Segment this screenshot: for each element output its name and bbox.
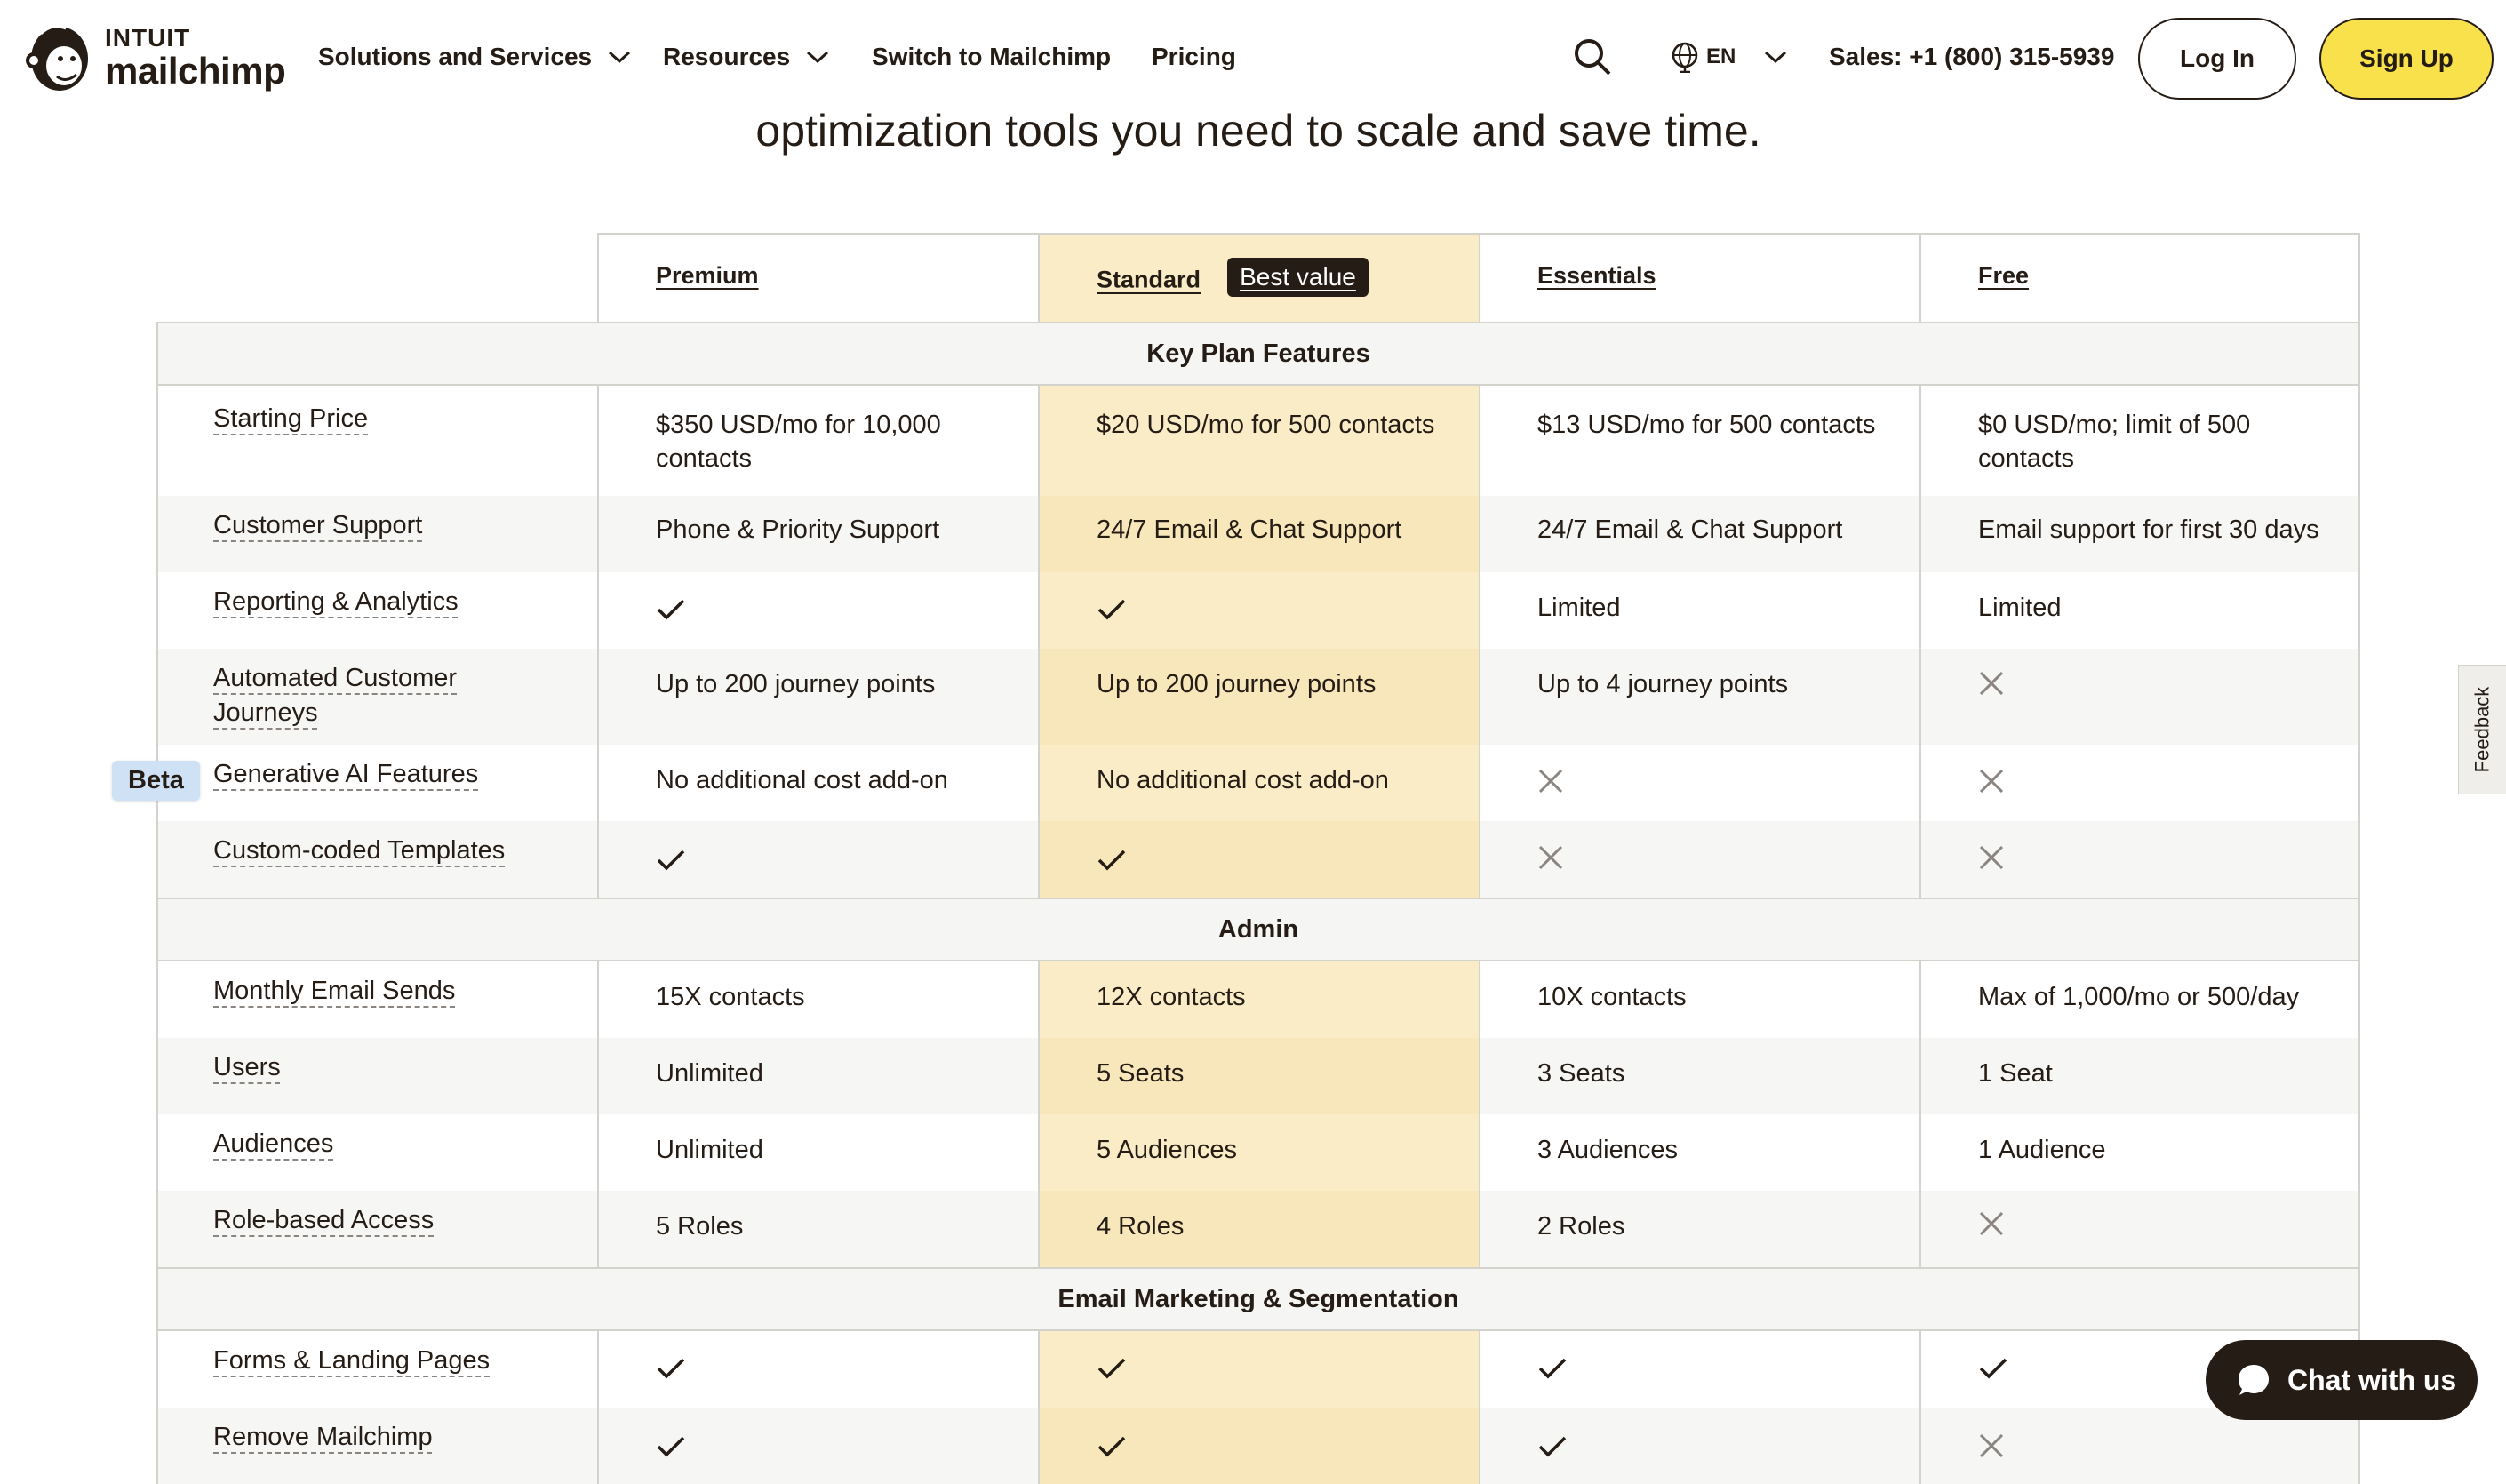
mailchimp-logo[interactable] — [25, 21, 285, 94]
x-icon — [1978, 844, 2005, 871]
feature-label-remove-branding[interactable]: Remove Mailchimp — [213, 1423, 433, 1451]
plan-link-free[interactable]: Free — [1978, 262, 2030, 289]
plan-link-standard[interactable]: Standard — [1097, 266, 1201, 293]
cell-standard: No additional cost add-on — [1038, 745, 1479, 821]
top-nav — [0, 0, 2506, 117]
cell-standard: 5 Seats — [1038, 1038, 1479, 1114]
table-row — [156, 572, 2360, 649]
nav-resources[interactable] — [663, 43, 829, 71]
cell-premium — [597, 572, 1038, 649]
cell-free: $0 USD/mo; limit of 500 contacts — [1919, 386, 2360, 496]
chevron-down-icon — [608, 49, 631, 65]
cell-free: Email support for first 30 days — [1919, 496, 2360, 572]
cell-essentials: Limited — [1479, 572, 1919, 649]
row-label-cell — [156, 1191, 597, 1267]
nav-solutions-label: Solutions and Services — [318, 43, 593, 70]
cell-standard: 4 Roles — [1038, 1191, 1479, 1267]
x-icon — [1978, 670, 2005, 697]
chat-label: Chat with us — [2287, 1363, 2457, 1396]
cell-premium — [597, 1331, 1038, 1408]
cell-standard: Up to 200 journey points — [1038, 649, 1479, 745]
language-label: EN — [1706, 44, 1736, 68]
plan-header-premium — [597, 233, 1038, 322]
cell-free — [1919, 649, 2360, 745]
check-icon — [1978, 1356, 2008, 1381]
search-icon[interactable] — [1573, 37, 1612, 76]
table-row — [156, 649, 2360, 745]
check-icon — [1097, 597, 1127, 622]
plan-header-row — [156, 233, 2360, 322]
cell-premium: Phone & Priority Support — [597, 496, 1038, 572]
x-icon — [1978, 768, 2005, 794]
cell-free: 1 Audience — [1919, 1114, 2360, 1191]
table-row — [156, 1191, 2360, 1267]
cell-essentials: 2 Roles — [1479, 1191, 1919, 1267]
login-button[interactable]: Log In — [2138, 18, 2296, 100]
check-icon — [1097, 1434, 1127, 1459]
freddie-logo-icon — [25, 21, 94, 94]
cell-standard — [1038, 821, 1479, 898]
best-value-badge[interactable]: Best value — [1227, 258, 1369, 297]
cell-premium: $350 USD/mo for 10,000 contacts — [597, 386, 1038, 496]
check-icon — [656, 597, 686, 622]
row-label-cell — [156, 1331, 597, 1408]
cell-essentials: 10X contacts — [1479, 961, 1919, 1038]
feature-label-journeys[interactable]: Automated Customer Journeys — [213, 664, 458, 728]
cell-premium: No additional cost add-on — [597, 745, 1038, 821]
plan-header-standard — [1038, 233, 1479, 322]
table-row — [156, 1408, 2360, 1484]
x-icon — [1537, 768, 1564, 794]
table-row — [156, 821, 2360, 898]
section-header-email-marketing: Email Marketing & Segmentation — [156, 1267, 2360, 1331]
feature-label-role-access[interactable]: Role-based Access — [213, 1206, 435, 1234]
cell-premium: Up to 200 journey points — [597, 649, 1038, 745]
cell-standard — [1038, 572, 1479, 649]
cell-free — [1919, 1191, 2360, 1267]
cell-premium — [597, 821, 1038, 898]
pricing-comparison-table — [128, 233, 2360, 1484]
cell-free — [1919, 745, 2360, 821]
logo-intuit-text: INTUIT — [105, 24, 191, 52]
nav-solutions[interactable] — [318, 43, 631, 71]
plan-link-premium[interactable]: Premium — [656, 262, 759, 289]
cell-free: Max of 1,000/mo or 500/day — [1919, 961, 2360, 1038]
cell-essentials — [1479, 821, 1919, 898]
plan-link-essentials[interactable]: Essentials — [1537, 262, 1656, 289]
signup-button[interactable]: Sign Up — [2319, 18, 2494, 100]
section-header-key-features: Key Plan Features — [156, 322, 2360, 386]
cell-standard — [1038, 1331, 1479, 1408]
plan-header-essentials — [1479, 233, 1919, 322]
table-row — [156, 1331, 2360, 1408]
cell-free — [1919, 821, 2360, 898]
cell-standard: 5 Audiences — [1038, 1114, 1479, 1191]
feature-label-generative-ai[interactable]: Generative AI Features — [213, 760, 479, 788]
check-icon — [656, 1434, 686, 1459]
plan-header-free — [1919, 233, 2360, 322]
page-subtitle: optimization tools you need to scale and save time. — [755, 106, 1761, 156]
language-selector[interactable] — [1671, 41, 1787, 73]
chevron-down-icon — [1764, 49, 1787, 65]
row-label-cell — [156, 821, 597, 898]
row-label-cell — [156, 1114, 597, 1191]
feature-label-audiences[interactable]: Audiences — [213, 1129, 334, 1158]
feature-label-custom-templates[interactable]: Custom-coded Templates — [213, 836, 506, 865]
feature-label-monthly-sends[interactable]: Monthly Email Sends — [213, 977, 456, 1005]
check-icon — [1097, 848, 1127, 873]
cell-premium: Unlimited — [597, 1038, 1038, 1114]
cell-essentials — [1479, 1331, 1919, 1408]
check-icon — [656, 1356, 686, 1381]
feedback-label: Feedback — [2470, 686, 2494, 773]
feature-label-forms[interactable]: Forms & Landing Pages — [213, 1346, 491, 1375]
feedback-tab[interactable] — [2458, 665, 2506, 794]
x-icon — [1537, 844, 1564, 871]
cell-essentials: Up to 4 journey points — [1479, 649, 1919, 745]
row-label-cell — [156, 1408, 597, 1484]
row-label-cell — [156, 572, 597, 649]
table-row — [156, 386, 2360, 496]
check-icon — [656, 848, 686, 873]
feature-label-starting-price[interactable]: Starting Price — [213, 404, 369, 433]
globe-icon — [1671, 41, 1699, 73]
beta-badge: Beta — [112, 761, 200, 801]
sales-phone-link[interactable]: Sales: +1 (800) 315-5939 — [1829, 43, 2115, 70]
nav-resources-label: Resources — [663, 43, 791, 70]
chat-bubble-icon — [2236, 1362, 2271, 1398]
cell-premium: 15X contacts — [597, 961, 1038, 1038]
chevron-down-icon — [806, 49, 829, 65]
cell-free: Limited — [1919, 572, 2360, 649]
cell-essentials: 3 Seats — [1479, 1038, 1919, 1114]
chat-button[interactable] — [2206, 1340, 2478, 1420]
row-label-cell — [128, 745, 597, 821]
table-row — [156, 1038, 2360, 1114]
x-icon — [1978, 1432, 2005, 1459]
nav-pricing[interactable]: Pricing — [1152, 43, 1236, 70]
cell-essentials — [1479, 1408, 1919, 1484]
cell-premium: 5 Roles — [597, 1191, 1038, 1267]
table-row — [156, 496, 2360, 572]
row-label-cell — [156, 496, 597, 572]
section-header-admin: Admin — [156, 898, 2360, 961]
cell-standard: 12X contacts — [1038, 961, 1479, 1038]
table-row — [128, 745, 2360, 821]
table-row — [156, 961, 2360, 1038]
cell-premium — [597, 1408, 1038, 1484]
cell-standard: 24/7 Email & Chat Support — [1038, 496, 1479, 572]
row-label-cell — [156, 961, 597, 1038]
cell-standard: $20 USD/mo for 500 contacts — [1038, 386, 1479, 496]
cell-essentials: $13 USD/mo for 500 contacts — [1479, 386, 1919, 496]
feature-label-customer-support[interactable]: Customer Support — [213, 511, 423, 539]
check-icon — [1537, 1356, 1568, 1381]
row-label-cell — [156, 649, 597, 745]
check-icon — [1097, 1356, 1127, 1381]
row-label-cell — [156, 1038, 597, 1114]
cell-essentials: 24/7 Email & Chat Support — [1479, 496, 1919, 572]
check-icon — [1537, 1434, 1568, 1459]
cell-premium: Unlimited — [597, 1114, 1038, 1191]
cell-essentials — [1479, 745, 1919, 821]
nav-switch[interactable]: Switch to Mailchimp — [872, 43, 1112, 70]
cell-essentials: 3 Audiences — [1479, 1114, 1919, 1191]
feature-label-users[interactable]: Users — [213, 1053, 281, 1081]
x-icon — [1978, 1210, 2005, 1237]
cell-free: 1 Seat — [1919, 1038, 2360, 1114]
row-label-cell — [156, 386, 597, 496]
table-row — [156, 1114, 2360, 1191]
feature-label-reporting[interactable]: Reporting & Analytics — [213, 587, 459, 616]
cell-standard — [1038, 1408, 1479, 1484]
logo-mailchimp-text: mailchimp — [105, 50, 286, 92]
header-blank-cell — [156, 233, 597, 322]
